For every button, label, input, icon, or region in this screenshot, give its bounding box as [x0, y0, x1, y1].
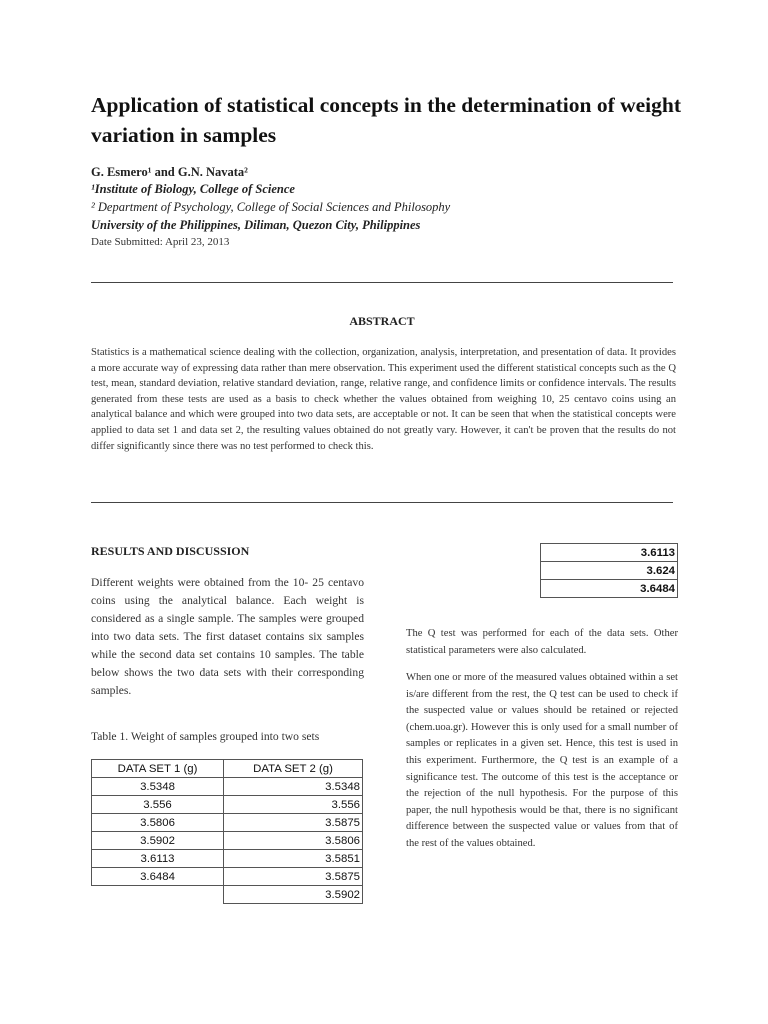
set2-cell: 3.556	[224, 796, 363, 814]
abstract-heading: ABSTRACT	[349, 314, 415, 328]
divider-bottom	[91, 502, 673, 503]
divider-top	[91, 282, 673, 283]
set2-cell: 3.6113	[541, 544, 678, 562]
table-row	[92, 886, 363, 904]
set2-cell: 3.5806	[224, 832, 363, 850]
affiliation-biology: ¹Institute of Biology, College of Science	[91, 182, 295, 196]
set2-cell: 3.5851	[224, 850, 363, 868]
table-row	[92, 778, 363, 796]
table-row	[541, 562, 678, 580]
empty-cell	[92, 886, 224, 904]
table-caption: Table 1. Weight of samples grouped into two sets	[91, 730, 320, 743]
results-paragraph: Different weights were obtained from the 10- 25 centavo coins using the analytical balance. Each weight is considered as a single sample. The samples were grouped into two data sets. The first dataset contains six samples while the second data set contains 10 samples. The table below shows the two data sets with their corresponding samples.	[91, 576, 364, 697]
table-row	[92, 868, 363, 886]
set1-cell: 3.6484	[92, 868, 224, 886]
set1-cell: 3.5348	[92, 778, 224, 796]
table-header-row	[92, 760, 363, 778]
weights-table-continued	[540, 543, 678, 598]
set1-cell: 3.5806	[92, 814, 224, 832]
set1-cell: 3.556	[92, 796, 224, 814]
abstract-body: Statistics is a mathematical science dealing with the collection, organization, analysis, interpretation, and presentation of data. It provides a more accurate way of expressing data rather than mere observation. This experiment used the different statistical concepts such as the Q test, mean, standard deviation, relative standard deviation, range, relative range, and confidence limits or confidence intervals. The results generated from these tests are used as a basis to check whether the values obtained from weighing 10, 25 centavo coins using an analytical balance and which were grouped into two data sets, are acceptable or not. It can be seen that when the statistical concepts were applied to data set 1 and data set 2, the resulting values obtained do not greatly vary. However, it can't be proven that the results do not differ significantly since there was no test performed to check this.	[91, 347, 676, 452]
header-data-set-2: DATA SET 2 (g)	[224, 760, 363, 778]
set2-cell: 3.5902	[224, 886, 363, 904]
q-test-explanation: When one or more of the measured values obtained within a set is/are different from the rest, the Q test can be used to check if the suspected value or values should be retained or rejected (chem.uoa.gr). However this is only used for a small number of samples or replicates in a given set. Hence, this test is used in this experiment. Furthermore, the Q test is an example of a significance test. The outcome of this test is the acceptance or the rejection of the null hypothesis. For the purpose of this paper, the null hypothesis would be that, there is no significant difference between the suspected value or values from that of the rest of the values obtained.	[406, 672, 678, 849]
set1-cell: 3.5902	[92, 832, 224, 850]
table-row	[92, 814, 363, 832]
set2-cell: 3.624	[541, 562, 678, 580]
results-heading: RESULTS AND DISCUSSION	[91, 544, 250, 558]
date-submitted: Date Submitted: April 23, 2013	[91, 236, 230, 248]
set2-cell: 3.5875	[224, 814, 363, 832]
affiliation-university: University of the Philippines, Diliman, Quezon City, Philippines	[91, 218, 421, 232]
author-list: G. Esmero¹ and G.N. Navata²	[91, 165, 248, 179]
table-row	[92, 796, 363, 814]
table-row	[541, 580, 678, 598]
q-test-paragraph: The Q test was performed for each of the data sets. Other statistical parameters were also calculated.	[406, 628, 678, 656]
table-row	[92, 832, 363, 850]
paper-title: Application of statistical concepts in the determination of weight variation in samples	[91, 93, 682, 147]
affiliation-psychology: ² Department of Psychology, College of Social Sciences and Philosophy	[91, 200, 451, 214]
set1-cell: 3.6113	[92, 850, 224, 868]
table-row	[541, 544, 678, 562]
weights-table	[91, 759, 363, 904]
set2-cell: 3.6484	[541, 580, 678, 598]
header-data-set-1: DATA SET 1 (g)	[92, 760, 224, 778]
set2-cell: 3.5875	[224, 868, 363, 886]
set2-cell: 3.5348	[224, 778, 363, 796]
table-row	[92, 850, 363, 868]
